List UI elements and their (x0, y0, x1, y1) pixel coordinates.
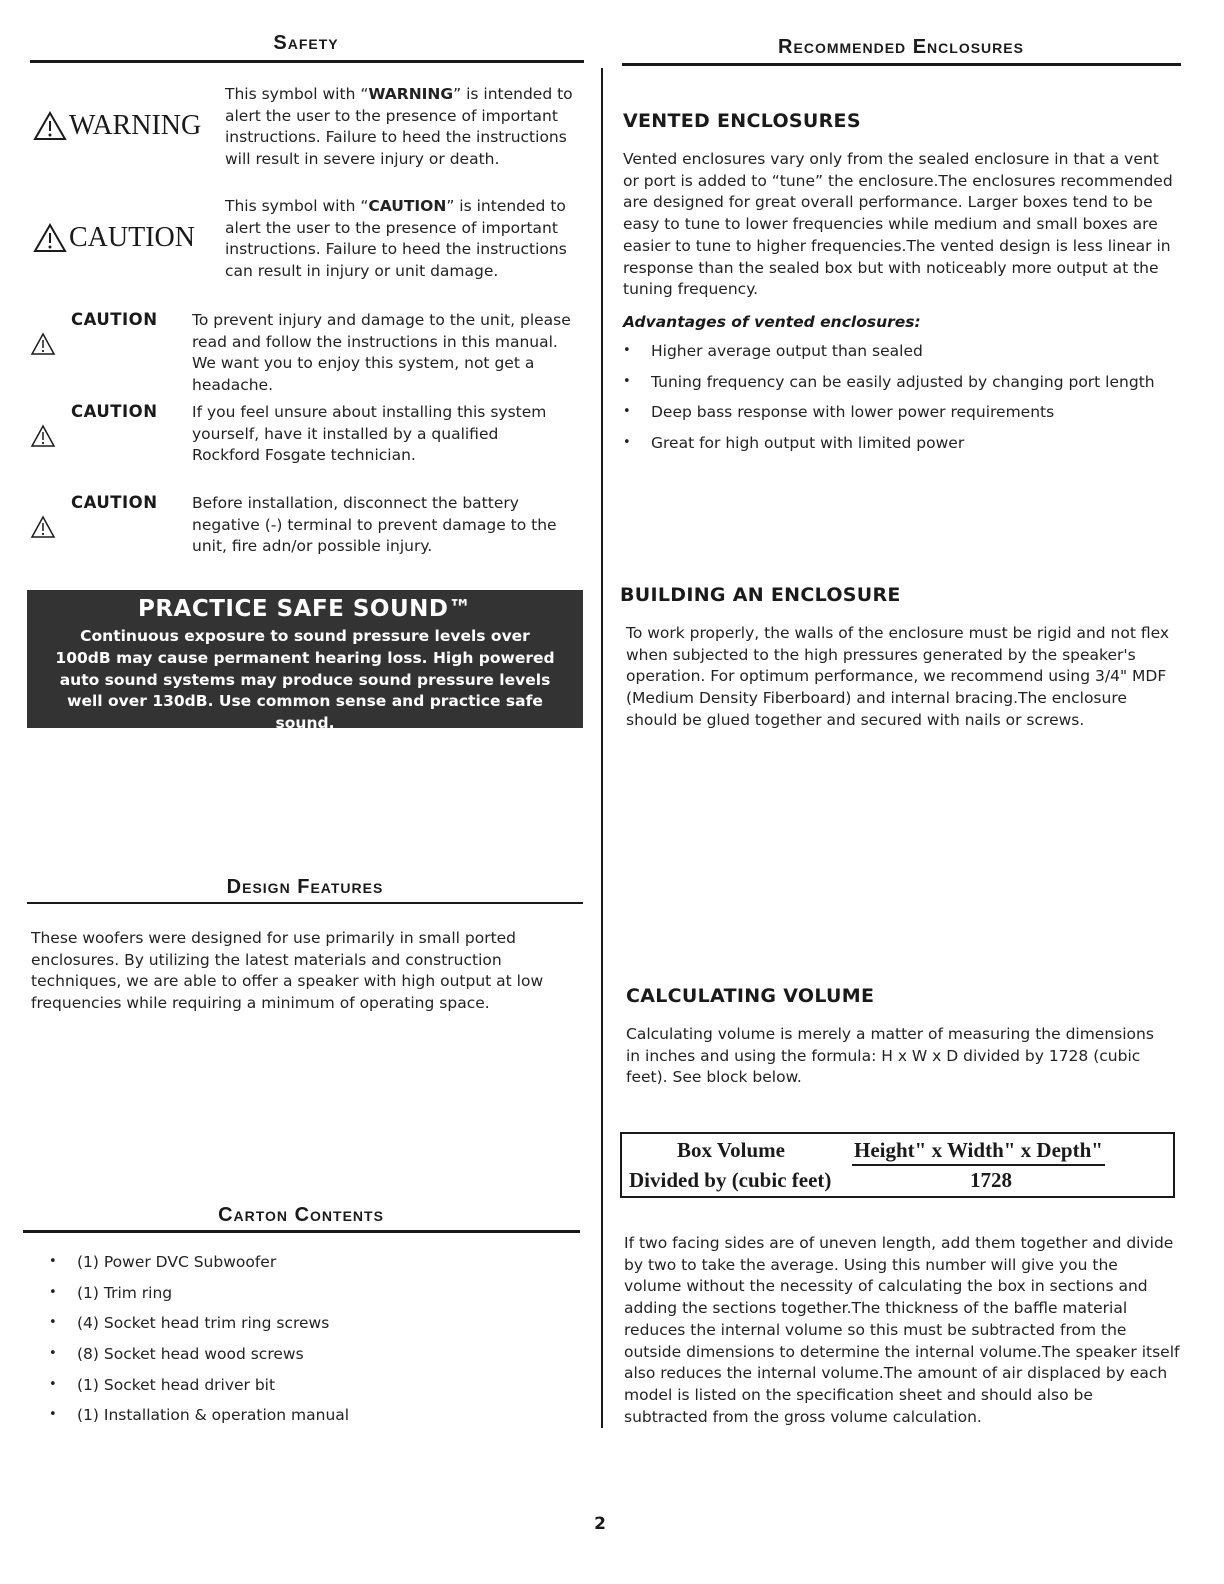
list-item: • (8) Socket head wood screws (49, 1344, 449, 1364)
design-features-rule (27, 902, 583, 904)
practice-safe-sound-banner (27, 590, 583, 733)
list-item: • (4) Socket head trim ring screws (49, 1313, 449, 1333)
column-divider (601, 68, 603, 1428)
calculating-volume-text: Calculating volume is merely a matter of measuring the dimensions in inches and using the formula: H x W x D divided by 1728 (cubic feet). See block below. (626, 1025, 1154, 1087)
formula-divided-label: Divided by (cubic feet) (629, 1168, 832, 1192)
caution-item-text: If you feel unsure about installing this system yourself, have it installed by a qualified Rockford Fosgate technician. (192, 403, 547, 465)
calculating-volume-heading: CALCULATING VOLUME (626, 985, 875, 1007)
vented-enclosures-text: Vented enclosures vary only from the sealed enclosure in that a vent or port is added to “tune” the enclosure.The enclosures recommended are designed for great overall performance. Larger boxes tend to be easy to tune to lower frequencies while medium and small boxes are easier to tune to higher frequencies.The vented design is less linear in response than the sealed box but with noticeably more output at the tuning frequency. (623, 150, 1173, 299)
list-item: • (1) Socket head driver bit (49, 1375, 449, 1395)
page-number: 2 (594, 1514, 606, 1534)
recommended-enclosures-title: Recommended Enclosures (778, 36, 1024, 58)
safety-title: Safety (273, 32, 339, 54)
calculating-volume-text-2: If two facing sides are of uneven length, add them together and divide by two to take the average. Using this number will give you the volume without the necessity of calculating the box in sections and adding the sections together.The thickness of the baffle material reduces the internal volume so this must be subtracted from the outside dimensions to determine the internal volume.The speaker itself also reduces the internal volume.The amount of air displaced by each model is listed on the specification sheet and should also be subtracted from the gross volume calculation. (624, 1234, 1180, 1426)
safety-title-rule (30, 60, 584, 63)
design-features-title: Design Features (226, 876, 384, 898)
advantages-list (623, 341, 1178, 453)
caution-item-label: CAUTION (71, 402, 158, 421)
vented-enclosures-heading: VENTED ENCLOSURES (623, 110, 861, 132)
list-item: • Deep bass response with lower power requirements (623, 402, 1178, 422)
recommended-enclosures-rule (622, 63, 1181, 66)
caution-triangle-icon (30, 515, 56, 539)
building-enclosure-text: To work properly, the walls of the enclosure must be rigid and not flex when subjected to the high pressures generated by the speaker's operation. For optimum performance, we recommend using 3/4" MDF (Medium Density Fiberboard) and internal bracing.The enclosure should be glued together and secured with nails or screws. (626, 624, 1170, 729)
warning-label-text: WARNING (69, 110, 202, 141)
formula-numerator: Height" x Width" x Depth" (852, 1138, 1105, 1166)
warning-text: This symbol with “WARNING” is intended to alert the user to the presence of important instructions. Failure to heed the instructions will result in severe injury or death. (225, 85, 573, 169)
caution-item-text: To prevent injury and damage to the unit, please read and follow the instructions in this manual. We want you to enjoy this system, not get a headache. (192, 311, 571, 395)
caution-word: CAUTION (368, 197, 447, 215)
list-item: • Tuning frequency can be easily adjusted by changing port length (623, 372, 1178, 392)
carton-contents-list (49, 1252, 449, 1425)
advantages-heading: Advantages of vented enclosures: (623, 313, 921, 331)
list-item: • (1) Installation & operation manual (49, 1405, 449, 1425)
formula-denominator: 1728 (970, 1168, 1012, 1192)
formula-box (620, 1132, 1175, 1198)
caution-item (30, 402, 586, 482)
warning-triangle-icon (33, 111, 67, 141)
caution-item-label: CAUTION (71, 493, 158, 512)
list-item: • Higher average output than sealed (623, 341, 1178, 361)
list-item: • Great for high output with limited power (623, 433, 1178, 453)
caution-big-label (33, 222, 195, 254)
design-features-text: These woofers were designed for use primarily in small ported enclosures. By utilizing the latest materials and construction techniques, we are able to offer a speaker with high output at low frequencies while requiring a minimum of operating space. (31, 929, 544, 1013)
caution-item-label: CAUTION (71, 310, 158, 329)
caution-triangle-icon (30, 332, 56, 356)
caution-item-text: Before installation, disconnect the battery negative (-) terminal to prevent damage to the unit, fire adn/or possible injury. (192, 494, 557, 556)
caution-big-label-text: CAUTION (69, 222, 195, 253)
building-enclosure-heading: BUILDING AN ENCLOSURE (620, 584, 901, 606)
caution-item (30, 310, 586, 395)
practice-safe-sound-title: PRACTICE SAFE SOUND™ (137, 596, 473, 622)
warning-word: WARNING (368, 85, 454, 103)
caution-triangle-icon (33, 223, 67, 253)
formula-box-volume-label: Box Volume (677, 1138, 785, 1162)
list-item: • (1) Power DVC Subwoofer (49, 1252, 449, 1272)
list-item: • (1) Trim ring (49, 1283, 449, 1303)
caution-text: This symbol with “CAUTION” is intended to alert the user to the presence of important instructions. Failure to heed the instructions can result in injury or unit damage. (225, 197, 567, 281)
carton-contents-title: Carton Contents (218, 1204, 384, 1226)
caution-triangle-icon (30, 424, 56, 448)
warning-label (33, 110, 201, 142)
caution-item (30, 493, 586, 573)
carton-contents-rule (23, 1230, 580, 1233)
practice-safe-sound-text: Continuous exposure to sound pressure levels over 100dB may cause permanent hearing loss. High powered auto sound systems may produce sound pressure levels well over 130dB. Use common sense and practice safe sound. (55, 627, 555, 733)
